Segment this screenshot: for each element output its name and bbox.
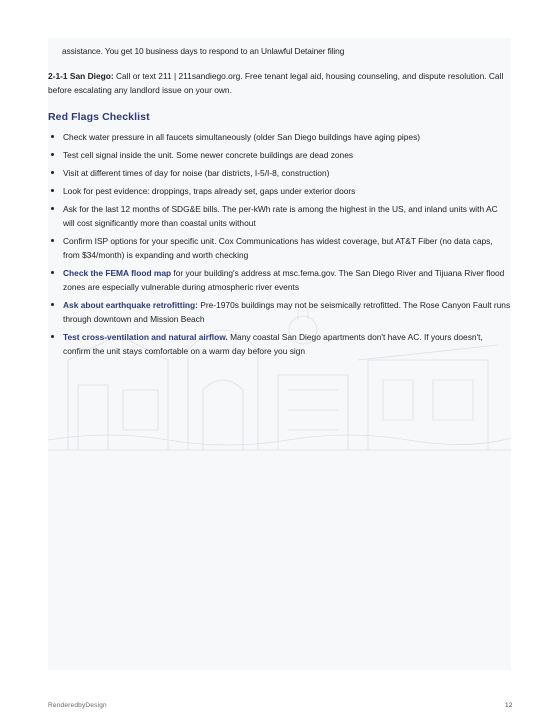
continued-paragraph: assistance. You get 10 business days to respond to an Unlawful Detainer filing — [62, 46, 345, 56]
checklist-item: Visit at different times of day for noise (bar districts, I-5/I-8, construction) — [48, 166, 511, 180]
checklist-item: Test cell signal inside the unit. Some newer concrete buildings are dead zones — [48, 148, 511, 162]
checklist-item: Look for pest evidence: droppings, traps already set, gaps under exterior doors — [48, 184, 511, 198]
footer-brand: RenderedbyDesign — [48, 702, 107, 709]
checklist — [48, 130, 511, 362]
resource-entry-211 — [48, 69, 508, 97]
checklist-item: Ask about earthquake retrofitting: Pre-1970s buildings may not be seismically retrofitted. The Rose Canyon Fault runs through downtown and Mission Beach — [48, 298, 511, 326]
checklist-item: Ask for the last 12 months of SDG&E bills. The per-kWh rate is among the highest in the US, and inland units with AC will cost significantly more than coastal units without — [48, 202, 511, 230]
checklist-item: Check the FEMA flood map for your building's address at msc.fema.gov. The San Diego River and Tijuana River flood zones are especially vulnerable during atmospheric river events — [48, 266, 511, 294]
checklist-item: Test cross-ventilation and natural airflow. Many coastal San Diego apartments don't have AC. If yours doesn't, confirm the unit stays comfortable on a warm day before you sign — [48, 330, 511, 358]
checklist-item: Confirm ISP options for your specific unit. Cox Communications has widest coverage, but AT&T Fiber (no data caps, from $34/month) is expanding and worth checking — [48, 234, 511, 262]
resource-text: Call or text 211 | 211sandiego.org. Free tenant legal aid, housing counseling, and dispute resolution. Call before escalating any landlord issue on your own. — [48, 71, 504, 95]
page-number: 12 — [505, 702, 513, 709]
resource-name: 2-1-1 San Diego: — [48, 71, 114, 81]
checklist-title: Red Flags Checklist — [48, 111, 150, 123]
checklist-item: Check water pressure in all faucets simultaneously (older San Diego buildings have aging pipes) — [48, 130, 511, 144]
